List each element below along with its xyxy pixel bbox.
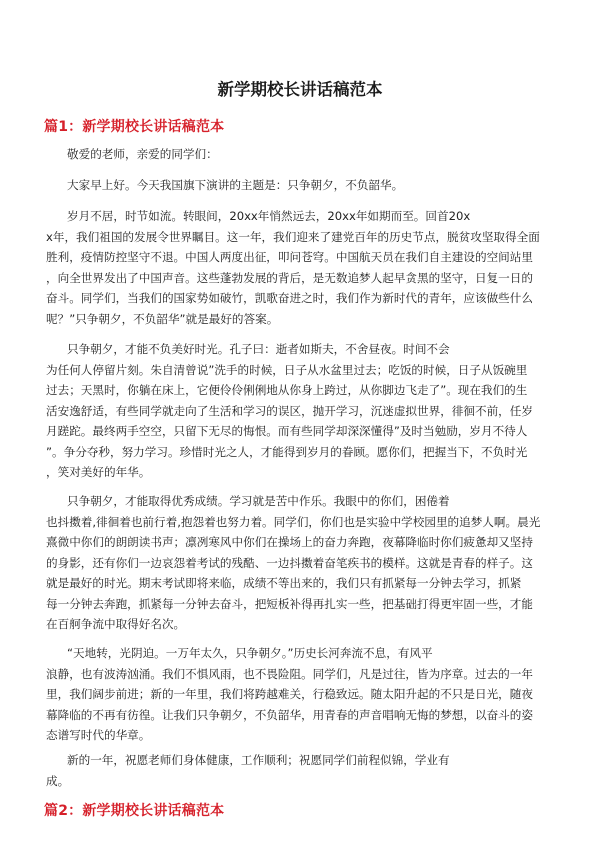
text-line: 大家早上好。今天我国旗下演讲的主题是：只争朝夕，不负韶华。 — [67, 178, 404, 192]
text-line: 呢？”只争朝夕，不负韶华”就是最好的答案。 — [46, 311, 279, 326]
text-line: 月蹉跎。最终两手空空，只留下无尽的悔恨。而有些同学却深深懂得”及时当勉励，岁月不待人 — [46, 424, 528, 438]
text-line: 岁月不居，时节如流。转眼间，20xx年悄然远去，20xx年如期而至。回首20x — [67, 209, 471, 223]
text-line: 每一分钟去奔跑，抓紧每一分钟去奋斗，把短板补得再扎实一些，把基础打得更牢固一些，才能 — [46, 596, 533, 611]
text-line: x年，我们祖国的发展令世界瞩目。这一年，我们迎来了建党百年的历史节点，脱贫攻坚取得全面 — [46, 229, 540, 244]
document-title: 新学期校长讲话稿范本 — [217, 80, 383, 99]
text-line: 敬爱的老师，亲爱的同学们： — [67, 147, 218, 161]
section-heading-2: 篇2：新学期校长讲话稿范本 — [44, 803, 225, 819]
text-line: 新的一年，祝愿老师们身体健康，工作顺利；祝愿同学们前程似锦，学业有 — [67, 753, 450, 767]
text-line: 的身影，还有你们一边哀怨着考试的残酷、一边抖擞着奋笔疾书的模样。这就是青春的样子。这 — [46, 555, 533, 570]
text-line: 浪静，也有波涛汹涌。我们不惧风雨，也不畏险阻。同学们，凡是过往，皆为序章。过去的一年 — [46, 666, 533, 681]
text-line: 胜利，疫情防控坚守不退。中国人两度出征，叩问苍穹。中国航天员在我们自主建设的空间站里 — [46, 250, 533, 264]
paragraph-body-1 — [46, 206, 560, 329]
text-line: 幕降临的不再有彷徨。让我们只争朝夕，不负韶华，用青春的声音唱响无悔的梦想，以奋斗的姿 — [46, 707, 533, 722]
text-line: 就是最好的时光。期末考试即将来临，成绩不等出来的，我们只有抓紧每一分钟去学习，抓紧 — [46, 576, 522, 590]
paragraph-body-4 — [46, 643, 560, 746]
paragraph-salutation — [46, 144, 560, 165]
text-line: 为任何人停留片刻。朱自清曾说”洗手的时候，日子从水盆里过去；吃饭的时候，日子从饭碗里 — [46, 362, 528, 377]
paragraph-body-2 — [46, 339, 560, 483]
text-line: ”。争分夺秒，努力学习。珍惜时光之人，才能得到岁月的眷顾。愿你们，把握当下，不负时光 — [46, 444, 528, 459]
text-line: 里，我们阔步前进；新的一年里，我们将跨越难关，行稳致远。随太阳升起的不只是日光，随夜 — [46, 687, 533, 701]
text-line: 奋斗。同学们，当我们的国家势如破竹，凯歌奋进之时，我们作为新时代的青年，应该做些什么 — [46, 291, 533, 305]
text-line: 态谱写时代的华章。 — [46, 728, 151, 742]
paragraph-greeting — [46, 175, 560, 196]
text-line: 熹微中你们的朗朗读书声；凛冽寒风中你们在操场上的奋力奔跑，夜幕降临时你们疲惫却又坚持 — [46, 535, 533, 549]
text-line: ，向全世界发出了中国声音。这些蓬勃发展的背后，是无数追梦人起早贪黑的坚守，日复一日的 — [46, 270, 533, 285]
text-line: 在百舸争流中取得好名次。 — [46, 617, 186, 631]
text-line: 活安逸舒适，有些同学就走向了生活和学习的误区，抛开学习，沉迷虚拟世界，徘徊不前，任岁 — [46, 403, 533, 418]
paragraph-body-3 — [46, 491, 560, 635]
text-line: ，笑对美好的年华。 — [46, 465, 151, 479]
section-heading-1: 篇1：新学期校长讲话稿范本 — [44, 119, 225, 135]
text-line: 成。 — [46, 773, 70, 788]
text-line: 也抖擞着,徘徊着也前行着,抱怨着也努力着。同学们，你们也是实验中学校园里的追梦人啊。晨光 — [46, 514, 541, 529]
text-line: 过去；天黑时，你躺在床上，它便伶伶俐俐地从你身上跨过，从你脚边飞走了”。现在我们的生 — [46, 383, 528, 397]
text-line: “天地转，光阴迫。一万年太久，只争朝夕。”历史长河奔流不息，有风平 — [67, 646, 433, 660]
paragraph-closing — [46, 750, 560, 791]
text-line: 只争朝夕，才能不负美好时光。孔子曰：逝者如斯夫，不舍昼夜。时间不会 — [67, 342, 450, 356]
text-line: 只争朝夕，才能取得优秀成绩。学习就是苦中作乐。我眼中的你们，困倦着 — [67, 494, 450, 508]
